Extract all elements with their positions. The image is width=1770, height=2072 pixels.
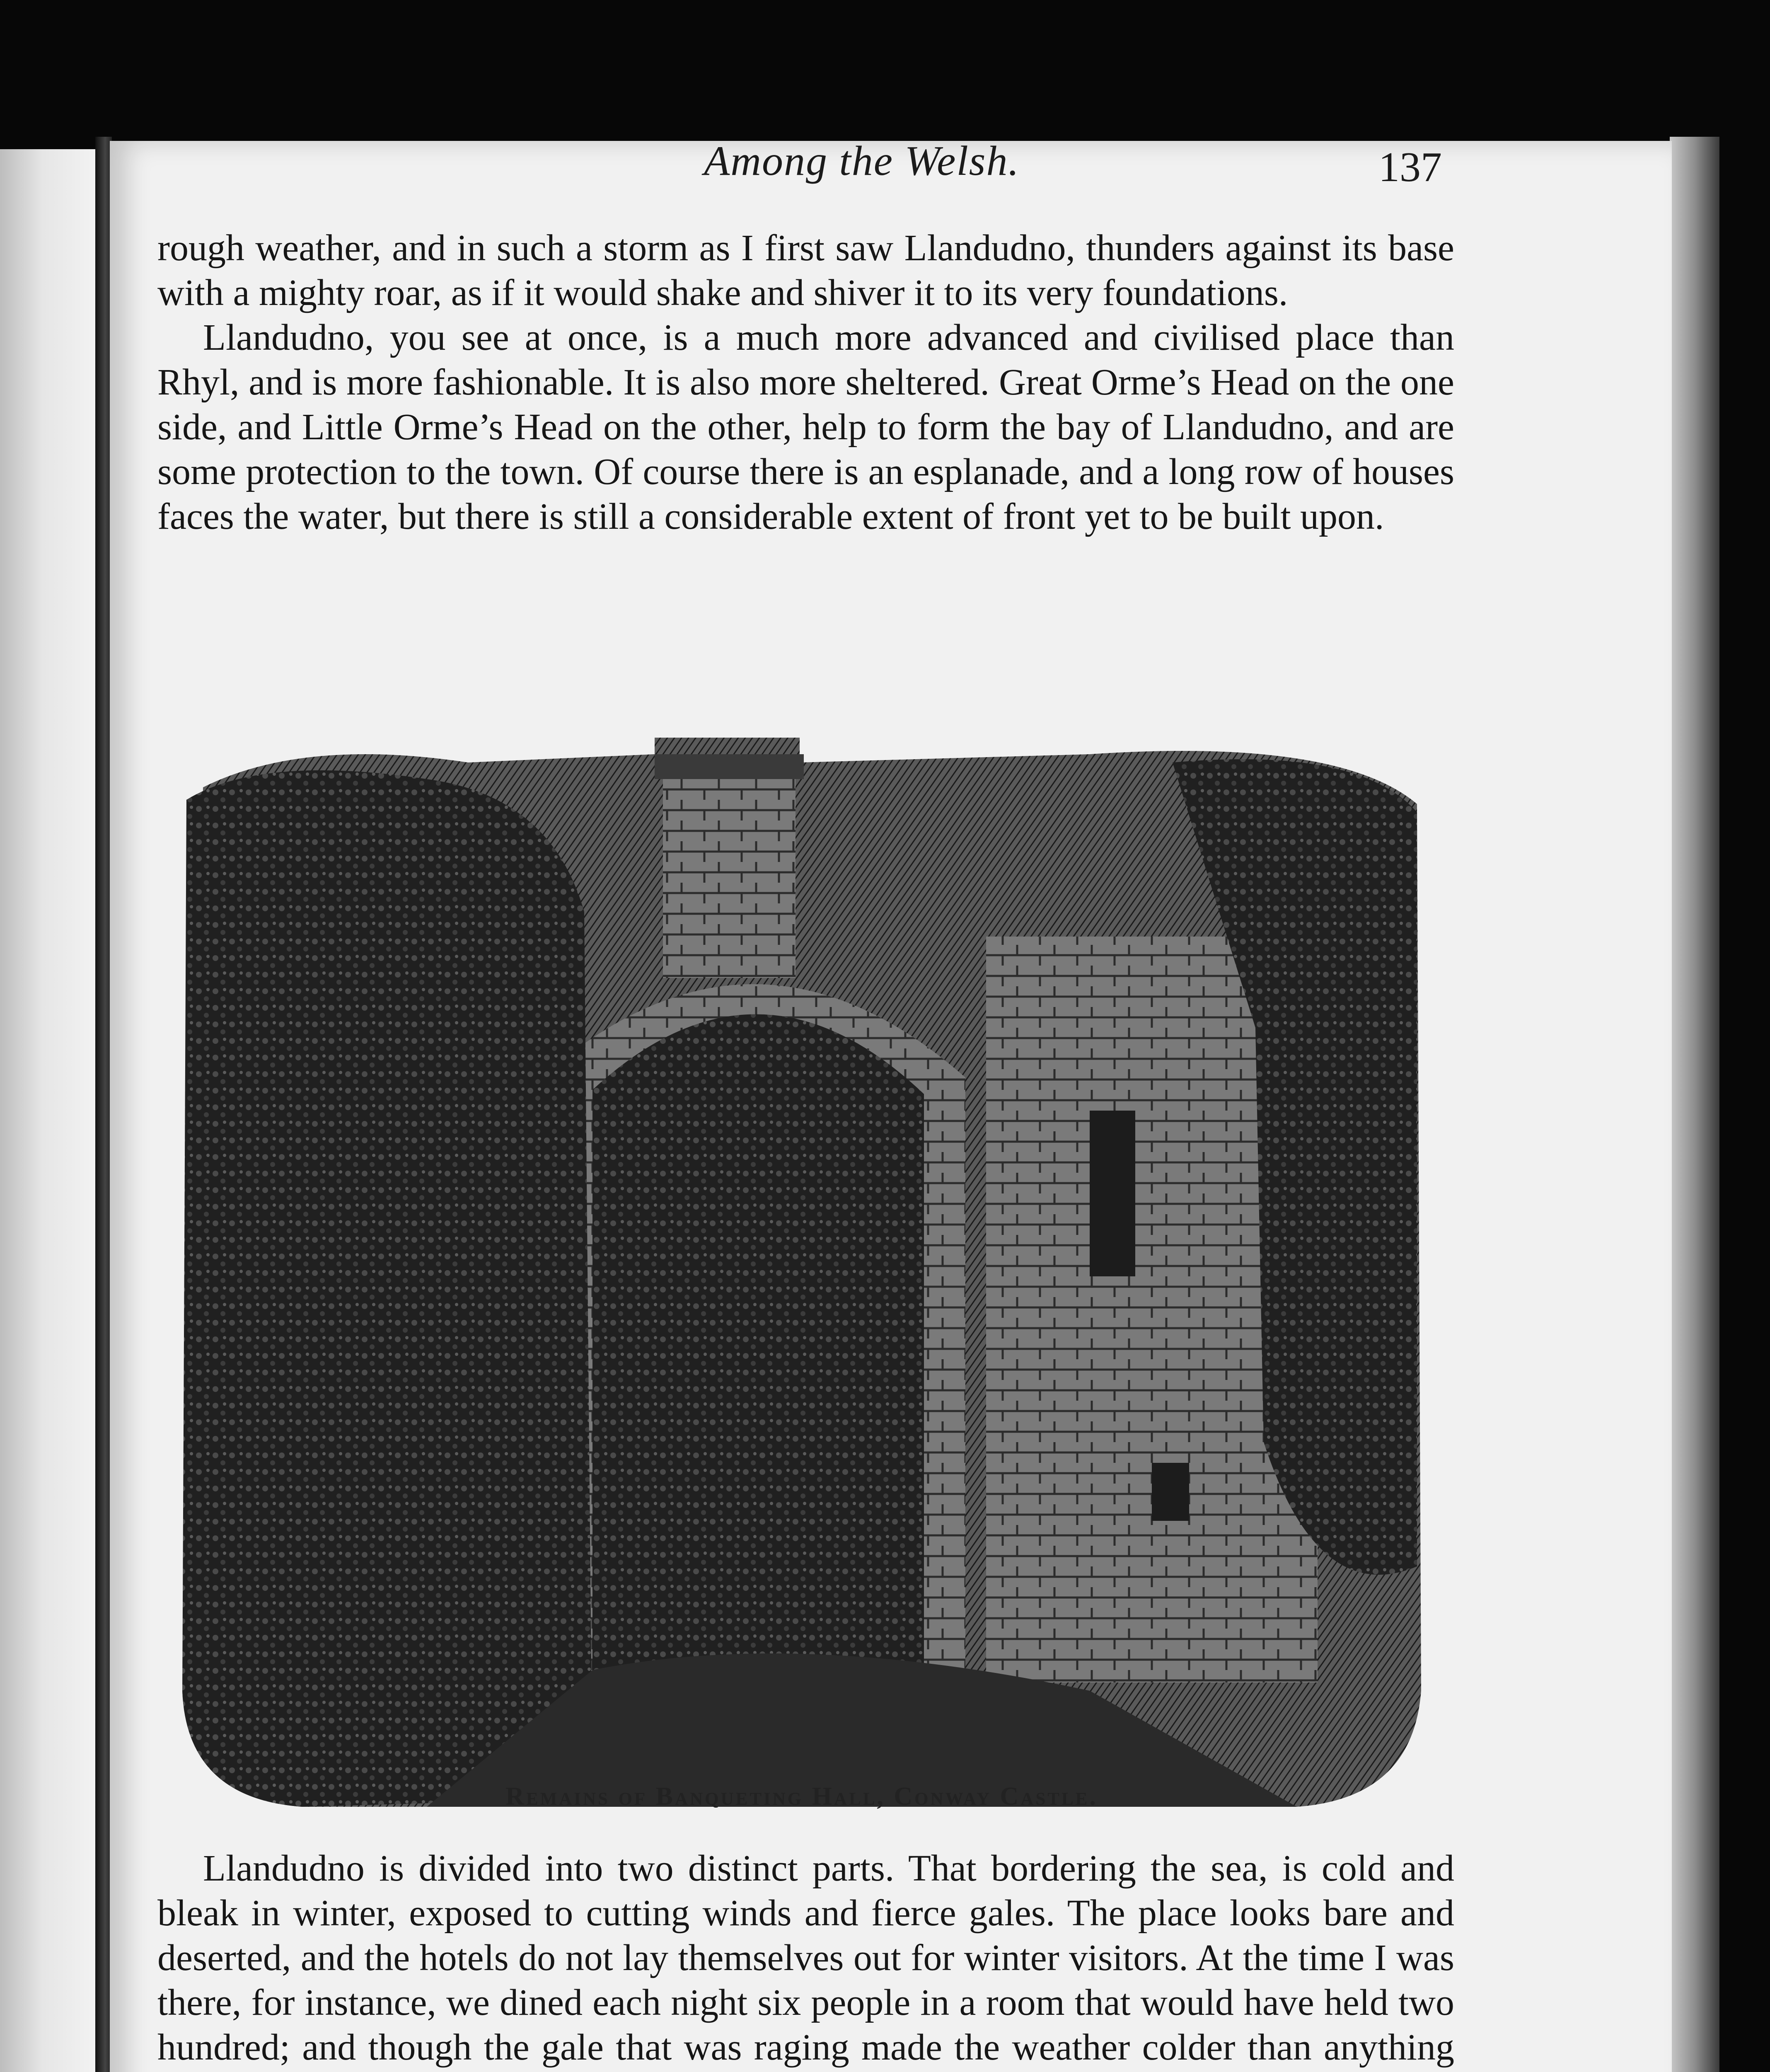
paragraph-2: Llandudno, you see at once, is a much more advanced and civilised place than Rhyl, and is more fashionable. It is also more sheltered. Great Orme’s Head on the one side, and Little Orme’s Head on the other, help to form the bay of Llandudno, and are some protection to the town. Of course there is an esplanade, and a long row of houses faces the water, but there is still a considerable extent of front yet to be built upon. [157,317,1454,537]
book-gutter [95,137,112,2072]
body-text-bottom [157,1846,1454,2072]
page-edge-shadow [1670,137,1719,2072]
body-text-top [157,226,1454,539]
page-number: 137 [1378,144,1442,191]
castle-engraving [178,738,1425,1811]
figure-caption: Remains of Banqueting Hall, Conway Castle. [505,1782,1098,1811]
running-head: Among the Welsh. [704,138,1020,184]
paragraph-3: Llandudno is divided into two distinct parts. That bordering the sea, is cold and bleak in winter, exposed to cutting winds and fierce gales. The place looks bare and deserted, and the hotels do not lay themselves out for winter visitors. At the time I was there, for instance, we dined each night six people in a room that would have held two hundred; and though the gale that was raging made the weather colder than anything [157,1848,1454,2068]
left-page-edge [0,149,99,2072]
paragraph-1: rough weather, and in such a storm as I first saw Llandudno, thunders against its base with a mighty roar, as if it would shake and shiver it to its very foundations. [157,228,1454,313]
